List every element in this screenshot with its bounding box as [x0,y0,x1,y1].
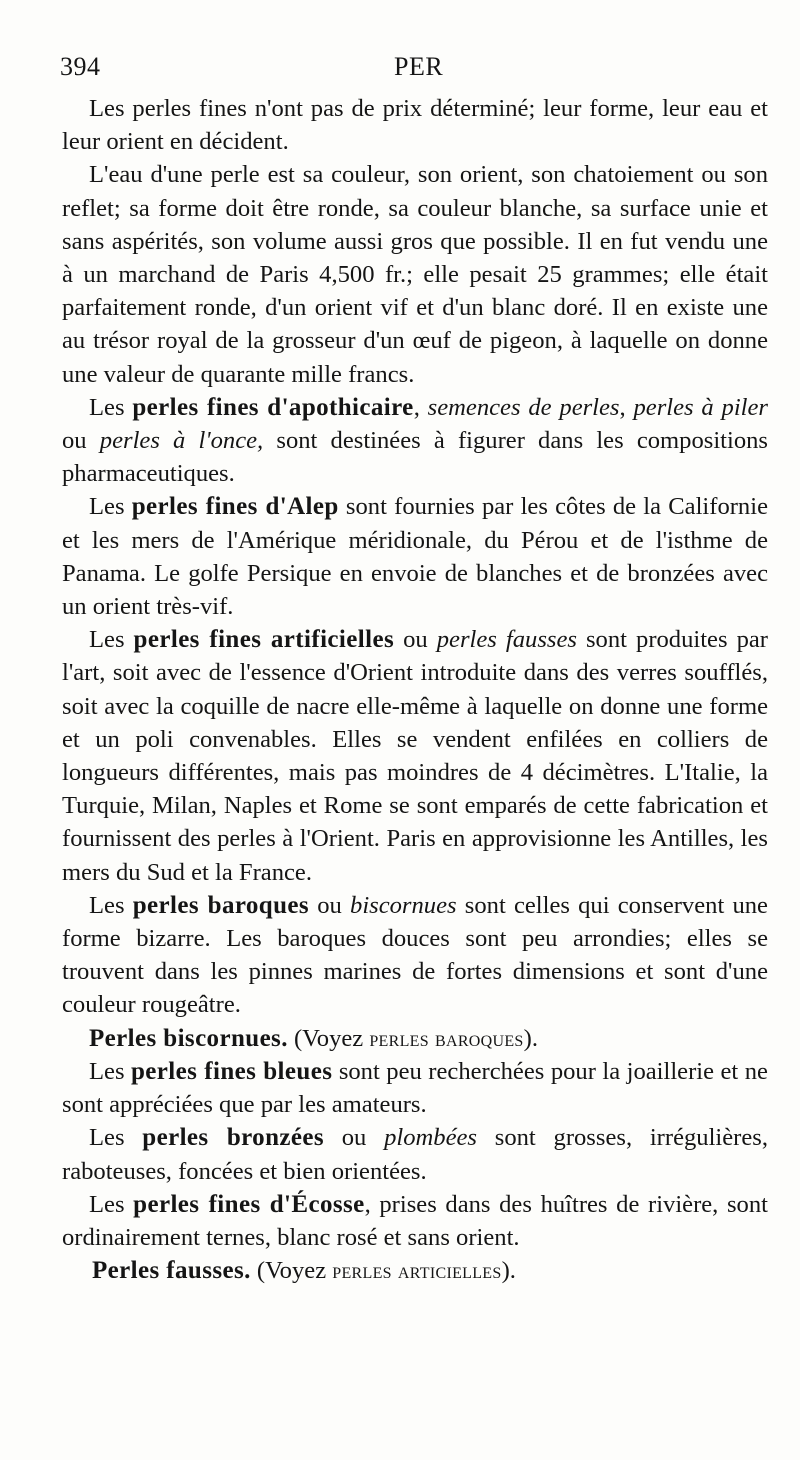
italic-term: semences de perles [427,393,620,421]
connector-text: ou [323,1124,385,1152]
entry-term: Perles biscornues. [89,1024,288,1052]
body-text-run: sont celles qui conservent une forme bizarre. Les baroques douces sont peu arrondies; elles se trouvent dans les pinnes marines de fortes dimensions et sont d'une couleur rougeâtre. [62,891,768,1019]
body-text-run: sont peu recherchées pour la joaillerie et ne sont appréciées que par les amateurs. [62,1057,768,1119]
italic-term: perles fausses [436,626,577,654]
entry-term: perles baroques [132,891,310,919]
connector-text: (Voyez [287,1024,370,1052]
lead-text: Les [89,626,134,654]
italic-term: plombées [384,1124,477,1152]
body-text-run: , prises dans des huîtres de rivière, sont ordinairement ternes, blanc rosé et sans orient. [62,1190,768,1251]
entry-term: perles fines bleues [131,1057,333,1085]
body-text [62,92,768,1287]
paragraph-bronzees [62,1121,768,1187]
paragraph-apothicaire [62,391,768,491]
connector-text: ou [309,891,351,919]
body-text-run: sont produites par l'art, soit avec de l'essence d'Orient introduite dans des verres soufflés, soit avec la coquille de nacre elle-même à laquelle on donne une forme et un poli convenables. Elles se vendent enfilées en colliers de longueurs différentes, mais pas moindres de 4 décimètres. L'Italie, la Turquie, Milan, Naples et Rome se sont emparés de cette fabrication et fournissent des perles à l'Orient. Paris en approvisionne les Antilles, les mers du Sud et la France. [62,626,768,886]
connector-text: , [413,393,428,421]
paragraph-baroques [62,889,768,1022]
lead-text: Les [89,891,133,919]
entry-term: perles fines d'apothicaire [132,393,414,421]
lead-text: Les [89,1124,143,1152]
page-header [62,52,768,92]
cross-reference: perles articielles [332,1258,502,1284]
body-text-run: sont fournies par les côtes de la Californie et les mers de l'Amérique méridionale, du Pérou et de l'isthme de Panama. Le golfe Persique en envoie de blanches et de bronzées avec un orient très-vif. [62,493,768,621]
body-text-run: sont grosses, irrégulières, raboteuses, foncées et bien orientées. [62,1124,768,1185]
italic-term: perles à piler [633,393,769,421]
italic-term: perles à l'once, [99,427,264,455]
connector-text: , [619,393,634,421]
paragraph-artificielles [62,623,768,889]
page-number: 394 [60,52,101,81]
connector-text: (Voyez [250,1257,333,1285]
lead-text: Les [89,393,133,421]
cross-reference: perles baroques [369,1025,524,1051]
connector-text: ou [62,427,100,455]
lead-text: Les [89,1057,131,1085]
body-text-run: sont destinées à figurer dans les compositions pharmaceutiques. [62,427,768,488]
entry-term: perles bronzées [142,1124,324,1152]
entry-term: perles fines d'Écosse [133,1190,365,1218]
paragraph-prix: Les perles fines n'ont pas de prix déterminé; leur forme, leur eau et leur orient en décident. [62,95,768,156]
paragraph-eau: L'eau d'une perle est sa couleur, son orient, son chatoiement ou son reflet; sa forme doit être ronde, sa couleur blanche, sa surface unie et sans aspérités, son volume aussi gros que possible. Il en fut vendu une à un marchand de Paris 4,500 fr.; elle pesait 25 grammes; elle était parfaitement ronde, d'un orient vif et d'un blanc doré. Il en existe une au trésor royal de la grosseur d'un œuf de pigeon, à laquelle on donne une valeur de quarante mille francs. [62,161,768,388]
paragraph-bleues [62,1055,768,1121]
running-head: PER [394,52,444,81]
body-text-run: ). [501,1257,516,1285]
paragraph-biscornues [62,1022,768,1055]
paragraph-ecosse [62,1188,768,1254]
italic-term: biscornues [350,891,457,919]
body-text-run: ). [523,1024,538,1052]
lead-text: Les [89,1190,134,1218]
paragraph-fausses [62,1254,768,1287]
entry-term: perles fines d'Alep [131,493,339,521]
book-page [62,52,768,1287]
lead-text: Les [89,493,132,521]
connector-text: ou [394,626,437,654]
entry-term: Perles fausses. [92,1257,251,1285]
paragraph-alep [62,490,768,623]
entry-term: perles fines artificielles [133,626,395,654]
